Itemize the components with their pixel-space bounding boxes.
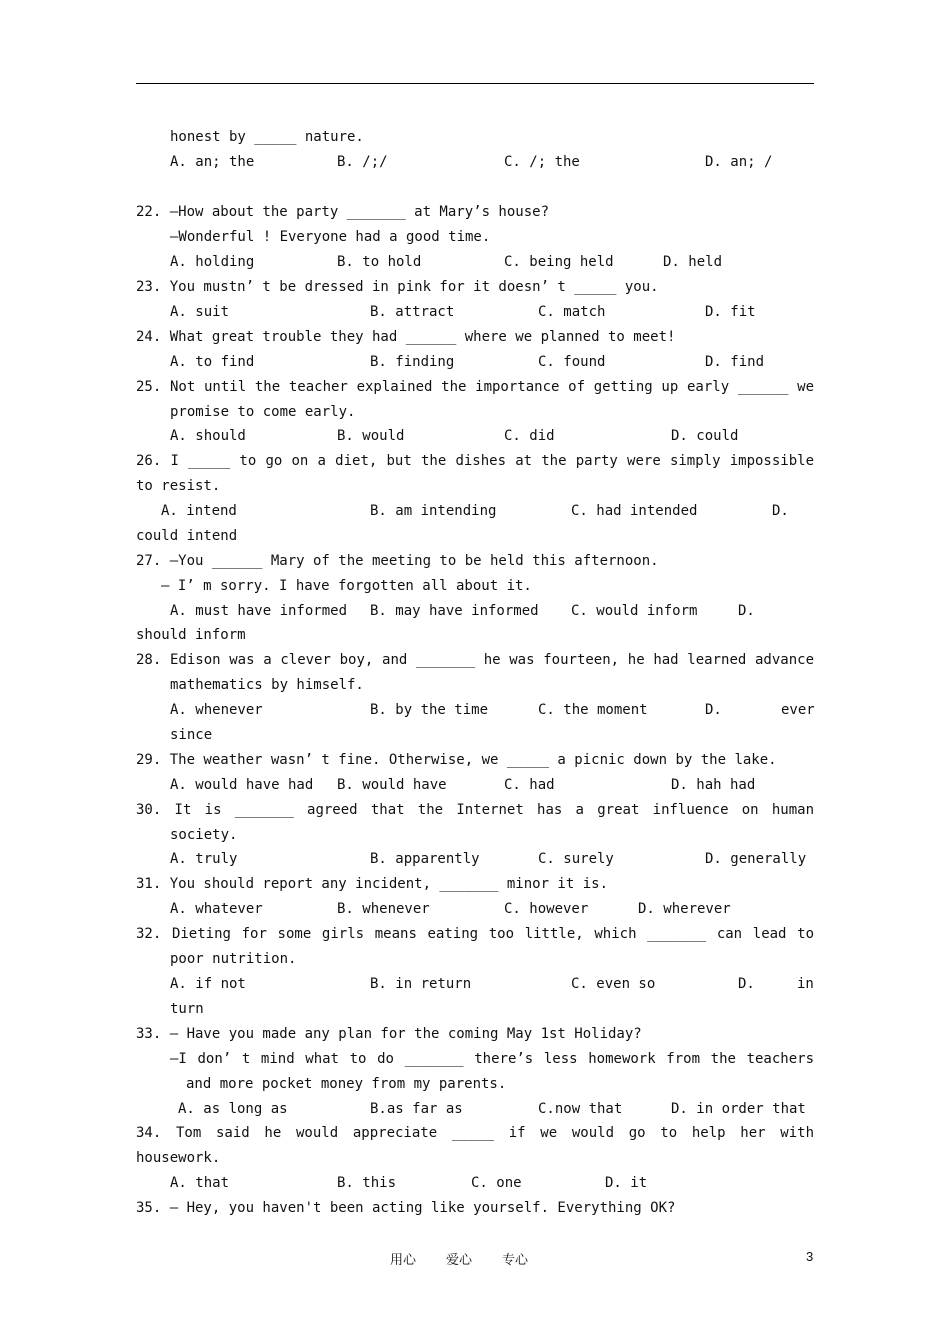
- q26-option-b: B. am intending: [370, 503, 497, 519]
- q22-option-a: A. holding: [170, 254, 255, 270]
- q26-stem: 26. I _____ to go on a diet, but the dishes at the party were simply impossible: [136, 453, 814, 469]
- q29-option-a: A. would have had: [170, 777, 314, 793]
- q30-option-d: D. generally: [705, 851, 807, 867]
- q34-option-d: D. it: [605, 1175, 648, 1191]
- q23-option-a: A. suit: [170, 304, 230, 320]
- q32-option-d-text: in: [797, 976, 814, 992]
- q27-option-a: A. must have informed: [170, 603, 348, 619]
- q28-option-c: C. the moment: [538, 702, 648, 718]
- q27-option-d-letter: D.: [738, 603, 755, 619]
- q30-option-c: C. surely: [538, 851, 614, 867]
- q27-option-d-text: should inform: [136, 627, 246, 643]
- q33-stem: 33. — Have you made any plan for the coming May 1st Holiday?: [136, 1026, 642, 1042]
- q32-option-a: A. if not: [170, 976, 246, 992]
- q32-stem-cont: poor nutrition.: [170, 951, 297, 967]
- q22-reply: —Wonderful ! Everyone had a good time.: [170, 229, 491, 245]
- q25-option-c: C. did: [504, 428, 555, 444]
- q22-option-d: D. held: [663, 254, 723, 270]
- header-rule: [136, 83, 814, 84]
- q32-option-b: B. in return: [370, 976, 472, 992]
- q22-option-c: C. being held: [504, 254, 614, 270]
- q27-option-b: B. may have informed: [370, 603, 539, 619]
- page-number: 3: [806, 1249, 814, 1264]
- q29-option-c: C. had: [504, 777, 555, 793]
- q28-stem-cont: mathematics by himself.: [170, 677, 364, 693]
- q21-stem-end: honest by _____ nature.: [170, 129, 364, 145]
- q32-option-d-cont: turn: [170, 1001, 204, 1017]
- q34-stem-cont: housework.: [136, 1150, 221, 1166]
- q24-stem: 24. What great trouble they had ______ where we planned to meet!: [136, 329, 676, 345]
- q30-option-a: A. truly: [170, 851, 238, 867]
- q23-option-c: C. match: [538, 304, 606, 320]
- footer-word-2: 爱心: [446, 1253, 473, 1268]
- q33-reply: —I don’ t mind what to do _______ there’s less homework from the teachers: [170, 1051, 814, 1067]
- q27-reply: — I’ m sorry. I have forgotten all about it.: [161, 578, 532, 594]
- q33-option-c: C.now that: [538, 1101, 623, 1117]
- q29-option-d: D. hah had: [671, 777, 756, 793]
- q28-option-d-cont: since: [170, 727, 213, 743]
- q34-option-b: B. this: [337, 1175, 397, 1191]
- q25-option-b: B. would: [337, 428, 405, 444]
- q30-option-b: B. apparently: [370, 851, 480, 867]
- q24-option-d: D. find: [705, 354, 765, 370]
- q26-option-a: A. intend: [161, 503, 237, 519]
- q31-option-c: C. however: [504, 901, 589, 917]
- q21-option-c: C. /; the: [504, 154, 580, 170]
- q34-stem: 34. Tom said he would appreciate _____ if we would go to help her with: [136, 1125, 814, 1141]
- q22-option-b: B. to hold: [337, 254, 422, 270]
- q27-stem: 27. —You ______ Mary of the meeting to be held this afternoon.: [136, 553, 659, 569]
- q30-stem: 30. It is _______ agreed that the Internet has a great influence on human: [136, 802, 814, 818]
- footer-word-1: 用心: [390, 1253, 417, 1268]
- q28-option-b: B. by the time: [370, 702, 489, 718]
- q26-option-c: C. had intended: [571, 503, 698, 519]
- q23-option-b: B. attract: [370, 304, 455, 320]
- q27-option-c: C. would inform: [571, 603, 698, 619]
- q22-stem: 22. —How about the party _______ at Mary’s house?: [136, 204, 550, 220]
- q21-option-b: B. /;/: [337, 154, 388, 170]
- q26-option-d-letter: D.: [772, 503, 789, 519]
- q30-stem-cont: society.: [170, 827, 238, 843]
- q26-stem-cont: to resist.: [136, 478, 221, 494]
- q35-stem: 35. — Hey, you haven't been acting like yourself. Everything OK?: [136, 1200, 676, 1216]
- q24-option-b: B. finding: [370, 354, 455, 370]
- q31-option-b: B. whenever: [337, 901, 430, 917]
- q23-stem: 23. You mustn’ t be dressed in pink for it doesn’ t _____ you.: [136, 279, 659, 295]
- q23-option-d: D. fit: [705, 304, 756, 320]
- q31-option-d: D. wherever: [638, 901, 731, 917]
- q21-option-a: A. an; the: [170, 154, 255, 170]
- q25-stem: 25. Not until the teacher explained the importance of getting up early ______ we: [136, 379, 814, 395]
- q32-stem: 32. Dieting for some girls means eating too little, which _______ can lead to: [136, 926, 814, 942]
- q25-option-a: A. should: [170, 428, 246, 444]
- q31-option-a: A. whatever: [170, 901, 263, 917]
- q31-stem: 31. You should report any incident, _______ minor it is.: [136, 876, 609, 892]
- page-footer: [390, 1249, 558, 1268]
- q28-option-d-text: ever: [781, 702, 815, 718]
- q21-option-d: D. an; /: [705, 154, 773, 170]
- q34-option-a: A. that: [170, 1175, 230, 1191]
- footer-word-3: 专心: [502, 1253, 529, 1268]
- q34-option-c: C. one: [471, 1175, 522, 1191]
- q28-option-a: A. whenever: [170, 702, 263, 718]
- q28-stem: 28. Edison was a clever boy, and _______ he was fourteen, he had learned advance: [136, 652, 814, 668]
- q33-option-b: B.as far as: [370, 1101, 463, 1117]
- q33-reply-cont: and more pocket money from my parents.: [186, 1076, 507, 1092]
- q24-option-c: C. found: [538, 354, 606, 370]
- q32-option-c: C. even so: [571, 976, 656, 992]
- q28-option-d-letter: D.: [705, 702, 722, 718]
- q29-option-b: B. would have: [337, 777, 447, 793]
- q26-option-d-text: could intend: [136, 528, 238, 544]
- q25-stem-cont: promise to come early.: [170, 404, 356, 420]
- q33-option-d: D. in order that: [671, 1101, 806, 1117]
- q33-option-a: A. as long as: [178, 1101, 288, 1117]
- q29-stem: 29. The weather wasn’ t fine. Otherwise, we _____ a picnic down by the lake.: [136, 752, 777, 768]
- q24-option-a: A. to find: [170, 354, 255, 370]
- q25-option-d: D. could: [671, 428, 739, 444]
- q32-option-d-letter: D.: [738, 976, 755, 992]
